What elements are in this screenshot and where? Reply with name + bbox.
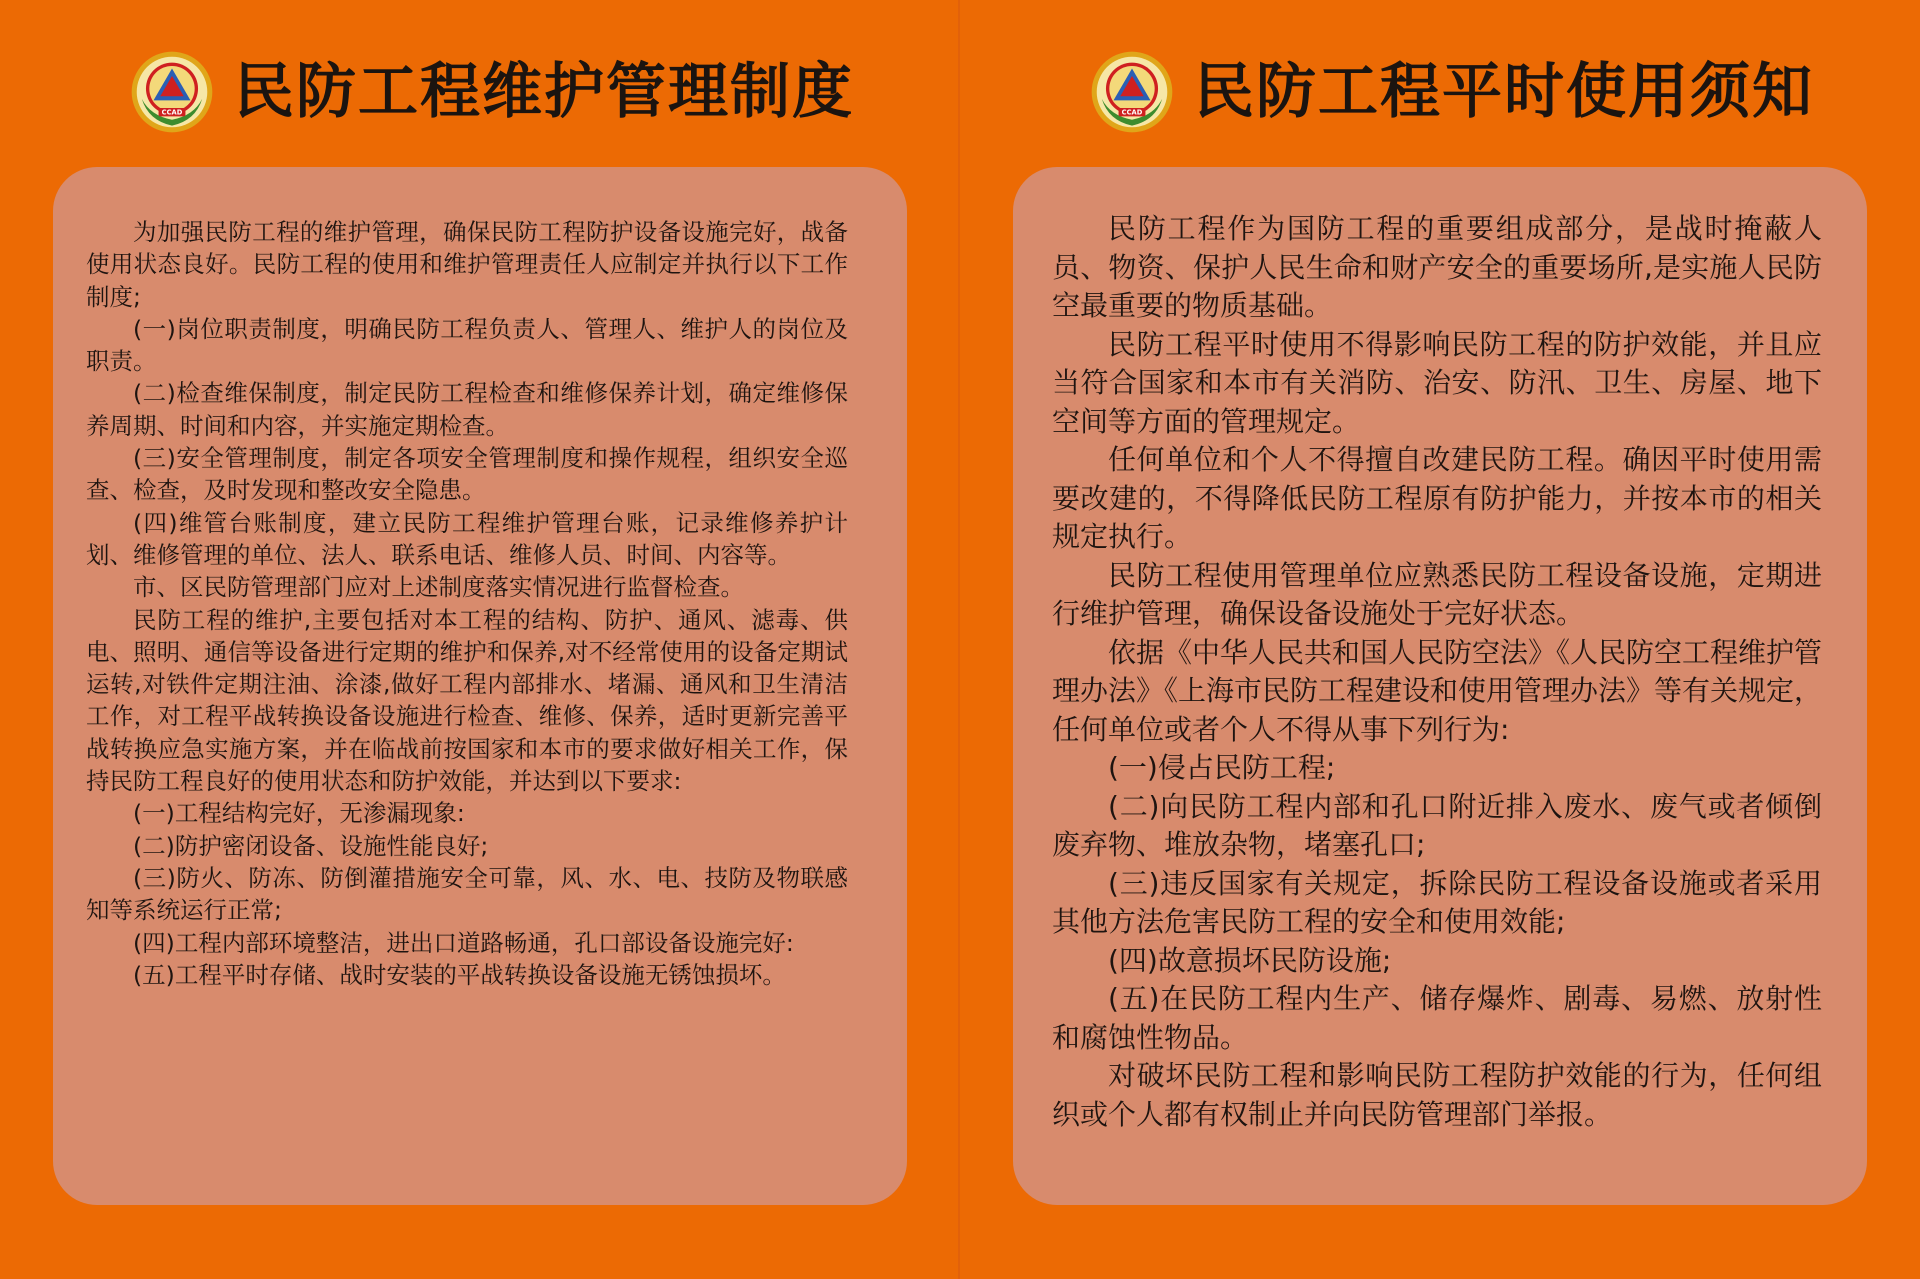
paragraph: (二)防护密闭设备、设施性能良好; (133, 831, 489, 860)
paragraph: 民防工程使用管理单位应熟悉民防工程设备设施，定期进行维护管理，确保设备设施处于完好状态。 (1052, 558, 1822, 630)
left-header (130, 44, 854, 140)
paragraph: 依据《中华人民共和国人民防空法》《人民防空工程维护管理办法》《上海市民防工程建设和使用管理办法》等有关规定，任何单位或者个人不得从事下列行为: (1052, 635, 1823, 746)
paragraph: (一)工程结构完好，无渗漏现象: (133, 799, 465, 828)
paragraph: 为加强民防工程的维护管理，确保民防工程防护设备设施完好，战备使用状态良好。民防工程的使用和维护管理责任人应制定并执行以下工作制度; (86, 218, 848, 311)
paragraph: (五)在民防工程内生产、储存爆炸、剧毒、易燃、放射性和腐蚀性物品。 (1052, 982, 1822, 1054)
page-title: 民防工程维护管理制度 (234, 57, 854, 127)
paragraph: (二)检查维保制度，制定民防工程检查和维修保养计划，确定维修保养周期、时间和内容，并实施定期检查。 (86, 379, 848, 440)
paragraph: (五)工程平时存储、战时安装的平战转换设备设施无锈蚀损坏。 (133, 960, 786, 989)
right-header (1090, 44, 1814, 140)
paragraph: (四)工程内部环境整洁，进出口道路畅通，孔口部设备设施完好: (133, 928, 794, 957)
page-title: 民防工程平时使用须知 (1194, 57, 1814, 127)
paragraph: (三)防火、防冻、防倒灌措施安全可靠，风、水、电、技防及物联感知等系统运行正常; (86, 863, 848, 925)
ccad-emblem-icon (130, 50, 214, 134)
body-text (1052, 210, 1822, 1134)
paragraph: (三)安全管理制度，制定各项安全管理制度和操作规程，组织安全巡查、检查，及时发现和整改安全隐患。 (86, 444, 848, 505)
paragraph: (一)岗位职责制度，明确民防工程负责人、管理人、维护人的岗位及职责。 (86, 314, 848, 376)
paragraph: 任何单位和个人不得擅自改建民防工程。确因平时使用需要改建的，不得降低民防工程原有防护能力，并按本市的相关规定执行。 (1052, 443, 1822, 553)
right-panel (960, 0, 1920, 1279)
paragraph: (二)向民防工程内部和孔口附近排入废水、废气或者倾倒废弃物、堆放杂物，堵塞孔口; (1052, 789, 1822, 861)
paragraph: (四)维管台账制度，建立民防工程维护管理台账，记录维修养护计划、维修管理的单位、法人、联系电话、维修人员、时间、内容等。 (86, 508, 848, 569)
paragraph: 对破坏民防工程和影响民防工程防护效能的行为，任何组织或个人都有权制止并向民防管理部门举报。 (1052, 1059, 1822, 1131)
paragraph: (一)侵占民防工程; (1108, 751, 1336, 784)
paragraph: (三)违反国家有关规定，拆除民防工程设备设施或者采用其他方法危害民防工程的安全和使用效能; (1052, 866, 1822, 938)
paragraph: (四)故意损坏民防设施; (1108, 943, 1392, 977)
paragraph: 民防工程平时使用不得影响民防工程的防护效能，并且应当符合国家和本市有关消防、治安、防汛、卫生、房屋、地下空间等方面的管理规定。 (1052, 327, 1822, 438)
svg-text:CCAD: CCAD (161, 108, 183, 117)
svg-text:CCAD: CCAD (1121, 108, 1143, 117)
paragraph: 民防工程的维护,主要包括对本工程的结构、防护、通风、滤毒、供电、照明、通信等设备进行定期的维护和保养,对不经常使用的设备定期试运转,对铁件定期注油、涂漆,做好工程内部排水、堵漏、通风和卫生清洁工作，对工程平战转换设备设施进行检查、维修、保养，适时更新完善平战转换应急实施方案，并在临战前按国家和本市的要求做好相关工作，保持民防工程良好的使用状态和防护效能，并达到以下要求: (86, 605, 848, 796)
paragraph: 市、区民防管理部门应对上述制度落实情况进行监督检查。 (133, 573, 744, 602)
ccad-emblem-icon (1090, 50, 1174, 134)
body-text (86, 216, 848, 991)
paragraph: 民防工程作为国防工程的重要组成部分，是战时掩蔽人员、物资、保护人民生命和财产安全的重要场所,是实施人民防空最重要的物质基础。 (1052, 212, 1822, 322)
